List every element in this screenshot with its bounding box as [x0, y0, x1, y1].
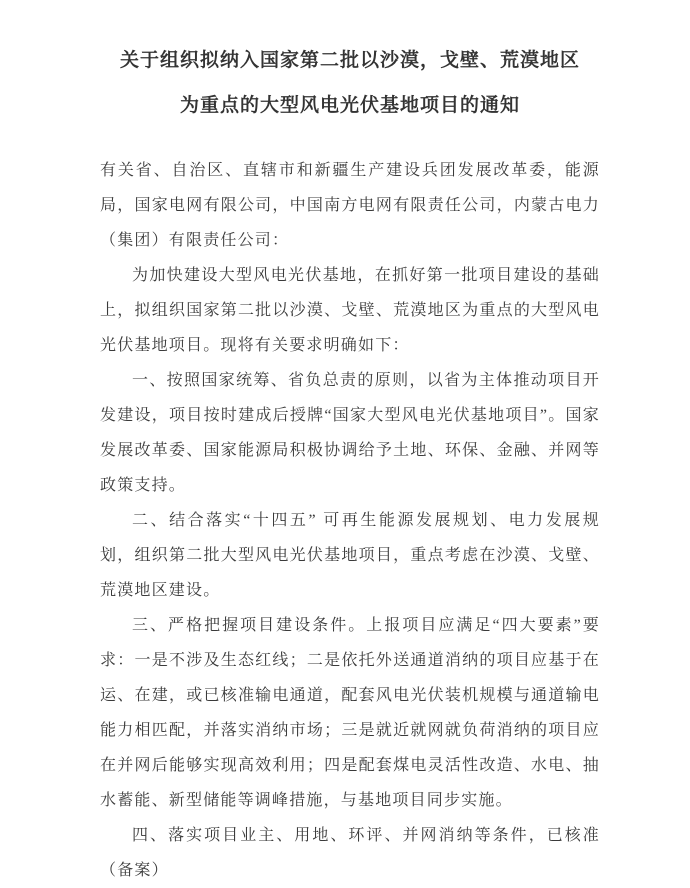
paragraph: 有关省、自治区、直辖市和新疆生产建设兵团发展改革委，能源局，国家电网有限公司，中国南方电网有限责任公司，内蒙古电力（集团）有限责任公司：: [100, 162, 600, 249]
paragraph: 三、严格把握项目建设条件。上报项目应满足“四大要素”要求：一是不涉及生态红线；二是依托外送通道消纳的项目应基于在运、在建，或已核准输电通道，配套风电光伏装机规模与通道输电能力相匹配，并落实消纳市场；三是就近就网就负荷消纳的项目应在并网后能够实现高效利用；四是配套煤电灵活性改造、水电、抽水蓄能、新型储能等调峰措施，与基地项目同步实施。: [100, 617, 600, 809]
paragraph: 二、结合落实“十四五” 可再生能源发展规划、电力发展规划，组织第二批大型风电光伏基地项目，重点考虑在沙漠、戈壁、荒漠地区建设。: [100, 512, 600, 599]
paragraph: 四、落实项目业主、用地、环评、并网消纳等条件，已核准（备案）: [100, 827, 600, 879]
title-line-2: 为重点的大型风电光伏基地项目的通知: [179, 95, 520, 116]
paragraph: 为加快建设大型风电光伏基地，在抓好第一批项目建设的基础上，拟组织国家第二批以沙漠、戈壁、荒漠地区为重点的大型风电光伏基地项目。现将有关要求明确如下：: [100, 267, 600, 354]
document-body: [100, 153, 600, 888]
title-line-1: 关于组织拟纳入国家第二批以沙漠，戈壁、荒漠地区: [119, 50, 580, 71]
document-title: [100, 38, 600, 128]
paragraph: 一、按照国家统筹、省负总责的原则，以省为主体推动项目开发建设，项目按时建成后授牌“国家大型风电光伏基地项目”。国家发展改革委、国家能源局积极协调给予土地、环保、金融、并网等政策支持。: [100, 372, 600, 494]
